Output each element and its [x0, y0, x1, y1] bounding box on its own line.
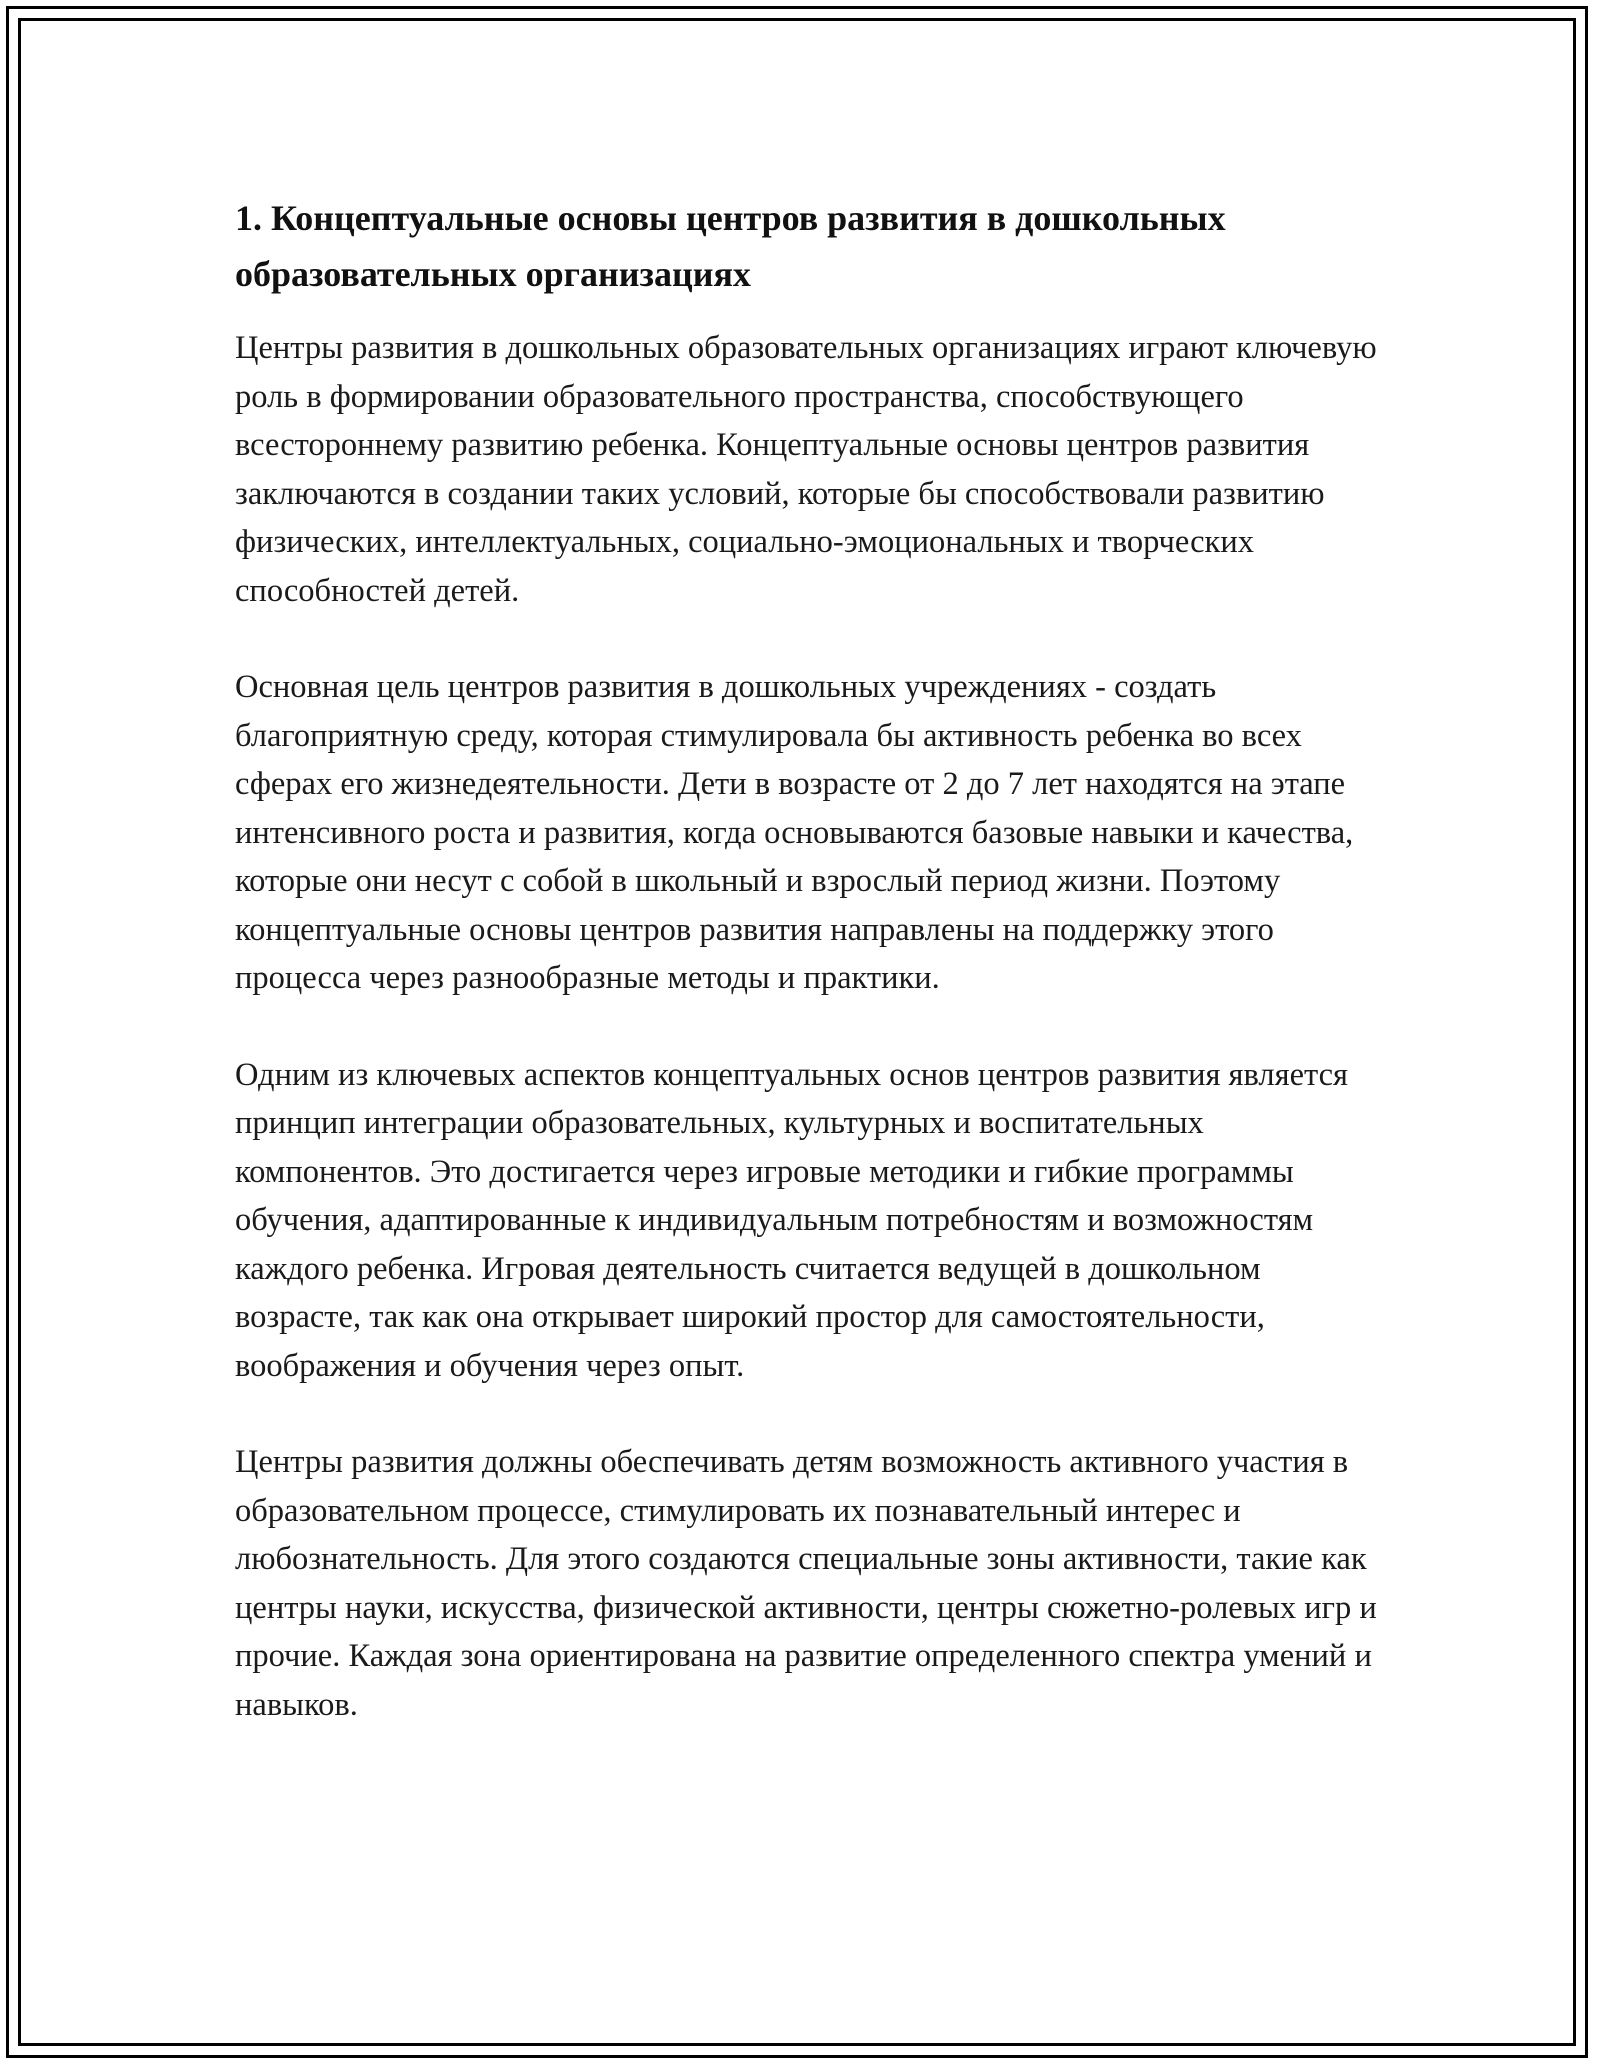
paragraph-3: Одним из ключевых аспектов концептуальных основ центров развития является принцип интеграции образовательных, культурных и воспитательных компонентов. Это достигается через игровые методики и гибкие программы обучения, адаптированные к индивидуальным потребностям и возможностям каждого ребенка. Игровая деятельность считается ведущей в дошкольном возрасте, так как она открывает широкий простор для самостоятельности, воображения и обучения через опыт.: [235, 1056, 1348, 1384]
paragraph-2: Основная цель центров развития в дошкольных учреждениях - создать благоприятную среду, которая стимулировала бы активность ребенка во всех сферах его жизнедеятельности. Дети в возрасте от 2 до 7 лет находятся на этапе интенсивного роста и развития, когда основываются базовые навыки и качества, которые они несут с собой в школьный и взрослый период жизни. Поэтому концептуальные основы центров развития направлены на поддержку этого процесса через разнообразные методы и практики.: [235, 669, 1354, 996]
document-body: [235, 190, 1385, 1777]
section-heading: 1. Концептуальные основы центров развития в дошкольных образовательных организациях: [235, 198, 1226, 294]
paragraph-1: Центры развития в дошкольных образовательных организациях играют ключевую роль в формировании образовательного пространства, способствующего всестороннему развитию ребенка. Концептуальные основы центров развития заключаются в создании таких условий, которые бы способствовали развитию физических, интеллектуальных, социально-эмоциональных и творческих способностей детей.: [235, 330, 1377, 609]
paragraph-4: Центры развития должны обеспечивать детям возможность активного участия в образовательном процессе, стимулировать их познавательный интерес и любознательность. Для этого создаются специальные зоны активности, такие как центры науки, искусства, физической активности, центры сюжетно-ролевых игр и прочие. Каждая зона ориентирована на развитие определенного спектра умений и навыков.: [235, 1444, 1377, 1723]
